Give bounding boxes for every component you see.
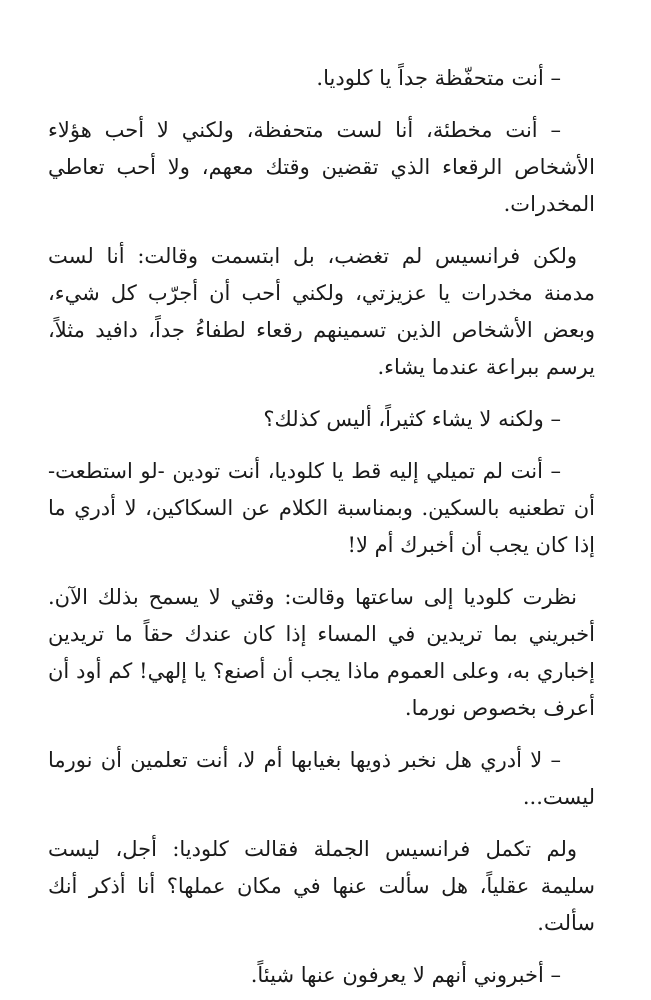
paragraph-7: – لا أدري هل نخبر ذويها بغيابها أم لا، أنت تعلمين أن نورما ليست... [48, 748, 595, 809]
paragraph-4: – ولكنه لا يشاء كثيراً، أليس كذلك؟ [263, 407, 561, 431]
paragraph-2: – أنت مخطئة، أنا لست متحفظة، ولكني لا أحب هؤلاء الأشخاص الرقعاء الذي تقضين وقتك معهم، ولا أحب تعاطي المخدرات. [48, 118, 595, 216]
paragraph-6: نظرت كلوديا إلى ساعتها وقالت: وقتي لا يسمح بذلك الآن. أخبريني بما تريدين في المساء إذا كان عندك حقاً ما تريدين إخباري به، وعلى العموم ماذا يجب أن أصنع؟ يا إلهي! كم أود أن أعرف بخصوص نورما. [48, 585, 595, 720]
paragraph-9: – أخبروني أنهم لا يعرفون عنها شيئاً. [250, 963, 561, 987]
paragraph-8: ولم تكمل فرانسيس الجملة فقالت كلوديا: أجل، ليست سليمة عقلياً، هل سألت عنها في مكان عملها؟ أنا أذكر أنك سألت. [48, 837, 595, 935]
paragraph-1: – أنت متحفّظة جداً يا كلوديا. [316, 66, 561, 90]
paragraph-5: – أنت لم تميلي إليه قط يا كلوديا، أنت تودين -لو استطعت- أن تطعنيه بالسكين. وبمناسبة الكلام عن السكاكين، لا أدري ما إذا كان يجب أن أخبرك أم لا! [48, 459, 595, 557]
paragraph-3: ولكن فرانسيس لم تغضب، بل ابتسمت وقالت: أنا لست مدمنة مخدرات يا عزيزتي، ولكني أحب أن أجرّب كل شيء، وبعض الأشخاص الذين تسمينهم رقعاء لطفاءُ جداً، دافيد مثلاً، يرسم ببراعة عندما يشاء. [48, 244, 595, 379]
